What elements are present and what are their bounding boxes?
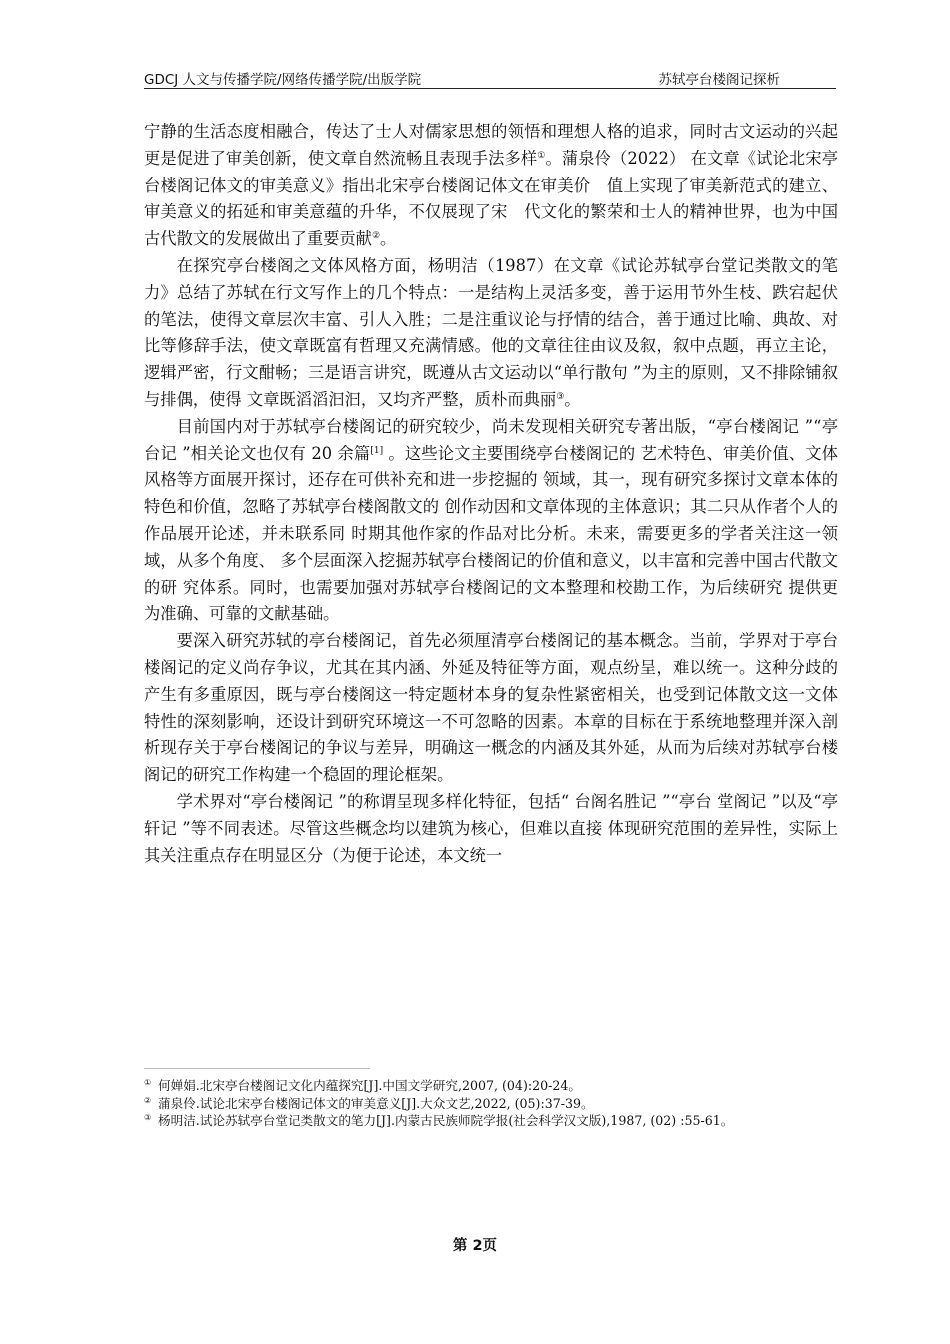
- paragraph-4: [144, 628, 838, 789]
- text-run: 在探究亭台楼阁之文体风格方面，杨明洁（1987）在文章《试论苏轼亭台堂记类散文的笔力》总结了苏轼在行文写作上的几个特点：一是结构上灵活多变，善于运用节外生枝、跌宕起伏的笔法，使得文章层次丰富、引人入胜；二是注重议论与抒情的结合，善于通过比喻、典故、对比等修辞手法，使文章既富有哲理又充满情感。他的文章往往由议及叙，叙中点题，再立主论，逻辑严密，行文酣畅；三是语言讲究，既遵从古文运动以“单行散句 ”为主的原则，又不排除铺叙与排偶，使得 文章既滔滔汩汩，又均齐严整，质朴而典丽: [144, 255, 838, 409]
- footnote-ref-3: ③: [556, 391, 565, 402]
- footnote-mark: ①: [144, 1078, 152, 1087]
- footnote-ref-2: ②: [371, 231, 381, 242]
- footnote-separator: [144, 1068, 370, 1069]
- footnote-mark: ③: [144, 1113, 152, 1122]
- text-run: 。: [380, 229, 397, 249]
- footnotes: [144, 1077, 784, 1130]
- paragraph-1: [144, 119, 838, 253]
- running-header: [144, 66, 836, 89]
- footnote-1: [144, 1077, 784, 1095]
- text-run: 宁静的生活态度相融合，传达了士人对儒家思想的领悟和理想人格的追求，同时古文运动的兴起更是促进了审美创新，使文章自然流畅且表现手法多样: [144, 122, 838, 168]
- text-run: 目前国内对于苏轼亭台楼阁记的研究较少，尚未发现相关研究专著出版，“亭台楼阁记 ”“亭台记 ”相关论文也仅有 20 余篇: [144, 416, 838, 463]
- footnote-3: [144, 1112, 784, 1130]
- footnote-text: 杨明洁.试论苏轼亭台堂记类散文的笔力[J].内蒙古民族师院学报(社会科学汉文版),1987, (02) :55-61。: [158, 1113, 734, 1128]
- text-run: 。这些论文主要围绕亭台楼阁记的 艺术特色、审美价值、文体风格等方面展开探讨，还存在可供补充和进一步挖掘的 领域，其一，现有研究多探讨文章本体的特色和价值，忽略了苏轼亭台楼阁散文的 创作动因和文章体现的主体意识；其二只从作者个人的作品展开论述，并未联系同 时期其他作家的作品对比分析。未来，需要更多的学者关注这一领域，从多个角度、 多个层面深入挖掘苏轼亭台楼阁记的价值和意义，以丰富和完善中国古代散文的研 究体系。同时，也需要加强对苏轼亭台楼阁记的文本整理和校勘工作，为后续研究 提供更为准确、可靠的文献基础。: [144, 443, 838, 624]
- paragraph-3: [144, 414, 838, 628]
- text-run: 。: [564, 389, 581, 409]
- body-text: [144, 119, 838, 869]
- header-title: 苏轼亭台楼阁记探析: [658, 72, 780, 88]
- page-number: 第 2页: [452, 1238, 498, 1254]
- paragraph-5: [144, 789, 838, 869]
- citation-ref-1: [1]: [370, 445, 384, 456]
- footnote-text: 蒲泉伶.试论北宋亭台楼阁记体文的审美意义[J].大众文艺,2022, (05):37-39。: [158, 1095, 594, 1111]
- header-institution: GDCJ 人文与传播学院/网络传播学院/出版学院: [144, 72, 422, 88]
- footnote-mark: ②: [144, 1095, 152, 1105]
- footnote-2: [144, 1095, 784, 1113]
- text-run: 学术界对“亭台楼阁记 ”的称谓呈现多样化特征，包括“ 台阁名胜记 ”“亭台 堂阁记 ”以及“亭轩记 ”等不同表述。尽管这些概念均以建筑为核心，但难以直接 体现研究范围的差异性，实际上其关注重点存在明显区分（为便于论述，本文统一: [144, 791, 838, 865]
- text-run: 要深入研究苏轼的亭台楼阁记，首先必须厘清亭台楼阁记的基本概念。当前，学界对于亭台楼阁记的定义尚存争议，尤其在其内涵、外延及特征等方面，观点纷呈，难以统一。这种分歧的产生有多重原因，既与亭台楼阁这一特定题材本身的复杂性紧密相关，也受到记体散文这一文体特性的深刻影响，还设计到研究环境这一不可忽略的因素。本章的目标在于系统地整理并深入剖析现存关于亭台楼阁记的争议与差异，明确这一概念的内涵及其外延，从而为后续对苏轼亭台楼阁记的研究工作构建一个稳固的理论框架。: [144, 631, 838, 785]
- text-run: 。蒲泉伶（2022） 在文章《试论北宋亭台楼阁记体文的审美意义》指出北宋亭台楼阁记体文在审美价 值上实现了审美新范式的建立、审美意义的拓延和审美意蕴的升华，不仅展现了宋 代文化的繁荣和士人的精神世界，也为中国古代散文的发展做出了重要贡献: [144, 148, 838, 249]
- footnote-ref-1: ①: [537, 150, 546, 161]
- paragraph-2: [144, 253, 838, 414]
- footnote-text: 何婵娟.北宋亭台楼阁记文化内蕴探究[J].中国文学研究,2007, (04):20-24。: [158, 1078, 581, 1093]
